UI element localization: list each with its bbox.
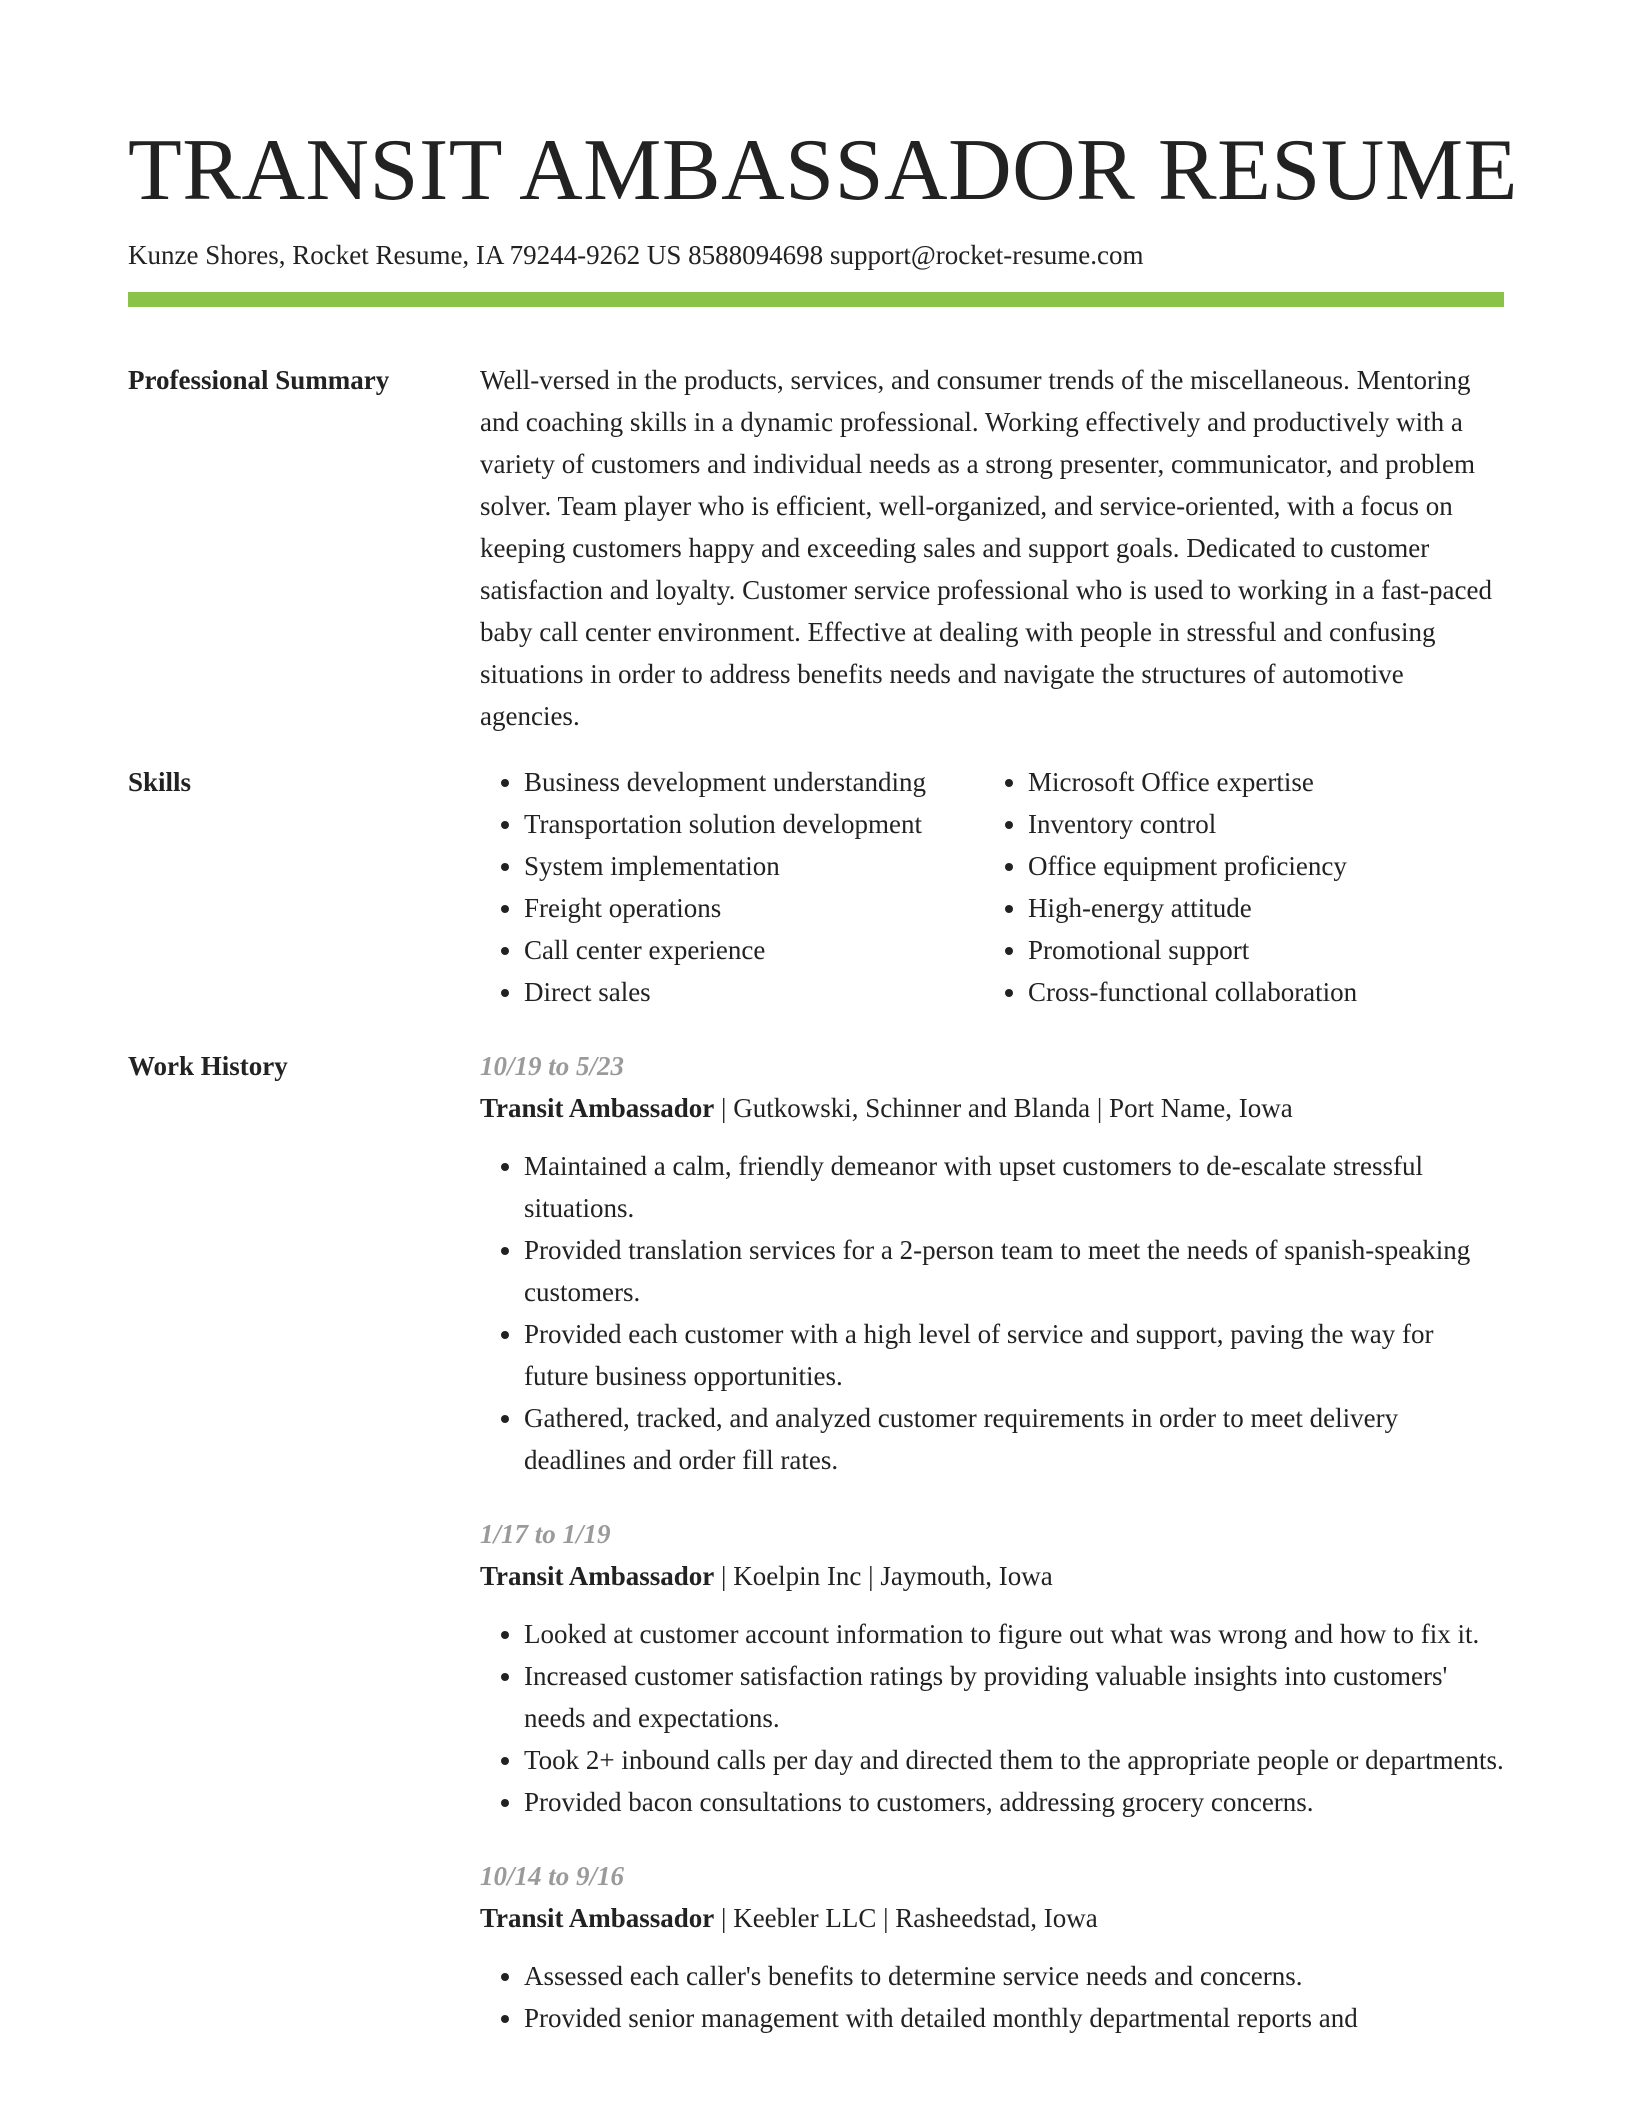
job-bullet: • Took 2+ inbound calls per day and directed them to the appropriate people or departments. [524,1739,1504,1781]
job-bullet: • Provided bacon consultations to customers, addressing grocery concerns. [524,1781,1504,1823]
job-title: Transit Ambassador [480,1093,715,1123]
job-bullets [480,1955,1504,2039]
job-bullet: • Provided translation services for a 2-person team to meet the needs of spanish-speaking customers. [524,1229,1504,1313]
skill-item: • Transportation solution development [524,803,984,845]
skill-item: • Promotional support [1028,929,1504,971]
job-details: | Gutkowski, Schinner and Blanda | Port Name, Iowa [714,1093,1293,1123]
skill-item: • Business development understanding [524,761,984,803]
job-details: | Keebler LLC | Rasheedstad, Iowa [714,1903,1098,1933]
resume-page [128,0,1518,2071]
skill-item: • High-energy attitude [1028,887,1504,929]
job-details: | Koelpin Inc | Jaymouth, Iowa [714,1561,1053,1591]
skills-section [128,761,1504,1013]
skill-item: • Office equipment proficiency [1028,845,1504,887]
job-bullet: • Gathered, tracked, and analyzed customer requirements in order to meet delivery deadlines and order fill rates. [524,1397,1504,1481]
job-dates: 10/14 to 9/16 [480,1861,625,1891]
section-title-summary: Professional Summary [128,365,390,395]
work-history-section [128,1045,1504,2071]
job-bullet: • Provided senior management with detailed monthly departmental reports and [524,1997,1504,2039]
skills-list-left [480,761,984,1013]
job-heading [480,1087,1504,1129]
skill-item: • System implementation [524,845,984,887]
job-bullet: • Assessed each caller's benefits to determine service needs and concerns. [524,1955,1504,1997]
job-entry [480,1513,1504,1823]
skills-list-right [984,761,1504,1013]
accent-divider [128,292,1504,307]
summary-section [128,359,1504,737]
job-entry [480,1045,1504,1481]
job-bullets [480,1145,1504,1481]
job-dates: 1/17 to 1/19 [480,1519,611,1549]
job-dates: 10/19 to 5/23 [480,1051,625,1081]
summary-text: Well-versed in the products, services, and consumer trends of the miscellaneous. Mentoring and coaching skills in a dynamic professional. Working effectively and productively with a variety of customers and individual needs as a strong presenter, communicator, and problem solver. Team player who is efficient, well-organized, and service-oriented, with a focus on keeping customers happy and exceeding sales and support goals. Dedicated to customer satisfaction and loyalty. Customer service professional who is used to working in a fast-paced baby call center environment. Effective at dealing with people in stressful and confusing situations in order to address benefits needs and navigate the structures of automotive agencies. [480,365,1492,731]
skill-item: • Freight operations [524,887,984,929]
job-bullets [480,1613,1504,1823]
skill-item: • Inventory control [1028,803,1504,845]
job-bullet: • Looked at customer account information to figure out what was wrong and how to fix it. [524,1613,1504,1655]
job-entry [480,1855,1504,2039]
job-bullet: • Increased customer satisfaction ratings by providing valuable insights into customers' needs and expectations. [524,1655,1504,1739]
job-bullet: • Maintained a calm, friendly demeanor with upset customers to de-escalate stressful situations. [524,1145,1504,1229]
contact-line: Kunze Shores, Rocket Resume, IA 79244-9262 US 8588094698 support@rocket-resume.com [128,240,1144,270]
job-heading [480,1897,1504,1939]
section-title-skills: Skills [128,767,192,797]
section-title-work-history: Work History [128,1051,288,1081]
job-title: Transit Ambassador [480,1903,715,1933]
skill-item: • Cross-functional collaboration [1028,971,1504,1013]
skill-item: • Microsoft Office expertise [1028,761,1504,803]
resume-title: TRANSIT AMBASSADOR RESUME [128,122,1518,219]
skill-item: • Call center experience [524,929,984,971]
job-bullet: • Provided each customer with a high level of service and support, paving the way for future business opportunities. [524,1313,1504,1397]
job-heading [480,1555,1504,1597]
skill-item: • Direct sales [524,971,984,1013]
job-title: Transit Ambassador [480,1561,715,1591]
